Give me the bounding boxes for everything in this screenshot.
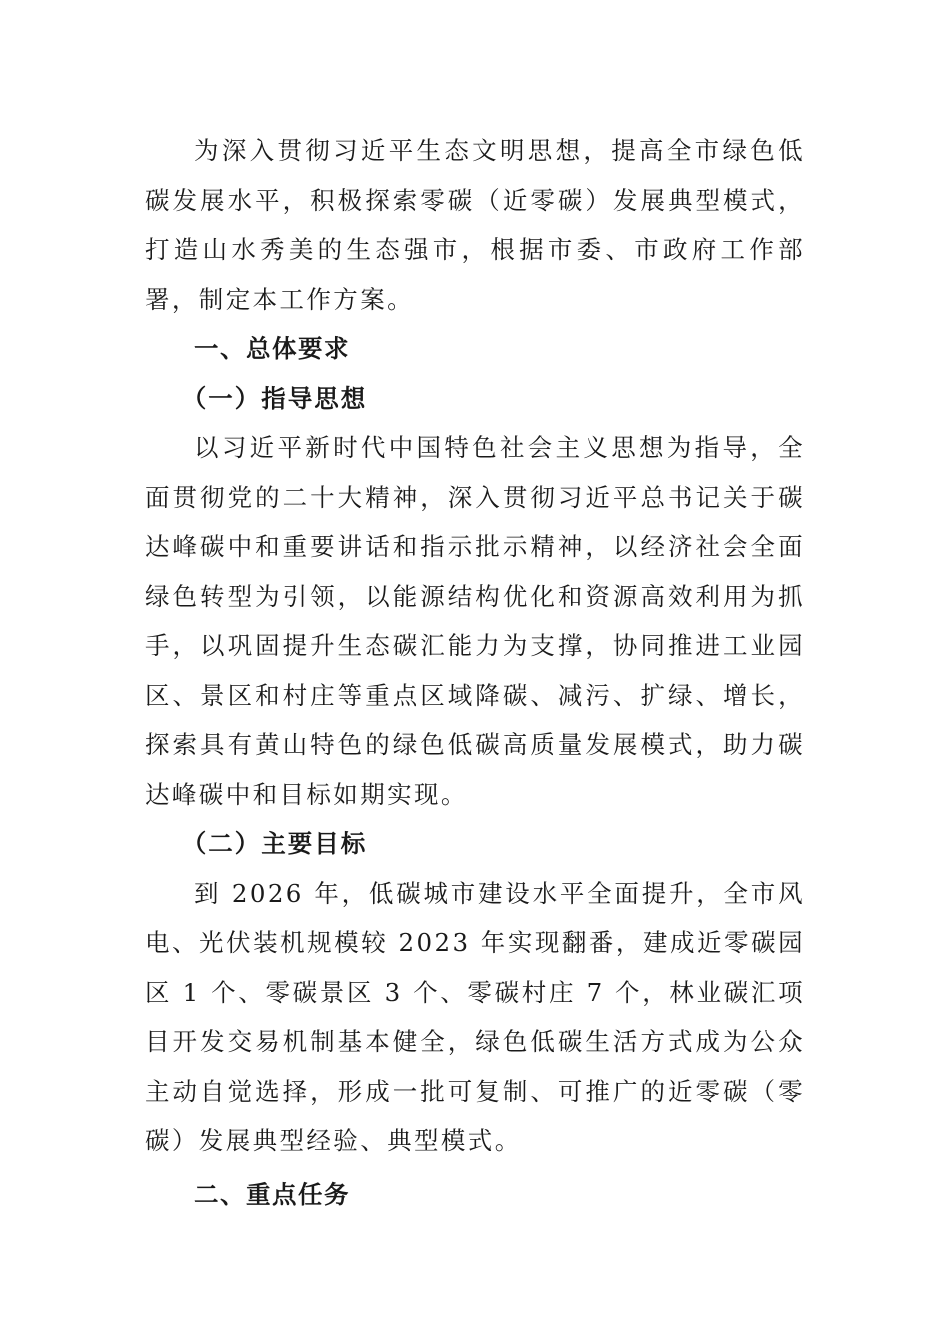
section-heading-key-tasks: 二、重点任务: [194, 1179, 350, 1209]
document-body: [145, 126, 805, 1219]
subsection-heading-guiding-ideology: （一）指导思想: [181, 383, 368, 413]
main-goals-paragraph: 到 2026 年，低碳城市建设水平全面提升，全市风电、光伏装机规模较 2023 年实现翻番，建成近零碳园区 1 个、零碳景区 3 个、零碳村庄 7 个，林业碳汇项目开发交易机制基本健全，绿色低碳生活方式成为公众主动自觉选择，形成一批可复制、可推广的近零碳（零碳）发展典型经验、典型模式。: [145, 878, 805, 1155]
subsection-heading-main-goals: （二）主要目标: [181, 829, 368, 858]
guiding-ideology-paragraph: 以习近平新时代中国特色社会主义思想为指导，全面贯彻党的二十大精神，深入贯彻习近平总书记关于碳达峰碳中和重要讲话和指示批示精神，以经济社会全面绿色转型为引领，以能源结构优化和资源高效利用为抓手，以巩固提升生态碳汇能力为支撑，协同推进工业园区、景区和村庄等重点区域降碳、减污、扩绿、增长，探索具有黄山特色的绿色低碳高质量发展模式，助力碳达峰碳中和目标如期实现。: [145, 433, 805, 809]
section-heading-overall-requirements: 一、总体要求: [194, 334, 350, 363]
intro-paragraph: 为深入贯彻习近平生态文明思想，提高全市绿色低碳发展水平，积极探索零碳（近零碳）发展典型模式，打造山水秀美的生态强市，根据市委、市政府工作部署，制定本工作方案。: [145, 136, 805, 314]
